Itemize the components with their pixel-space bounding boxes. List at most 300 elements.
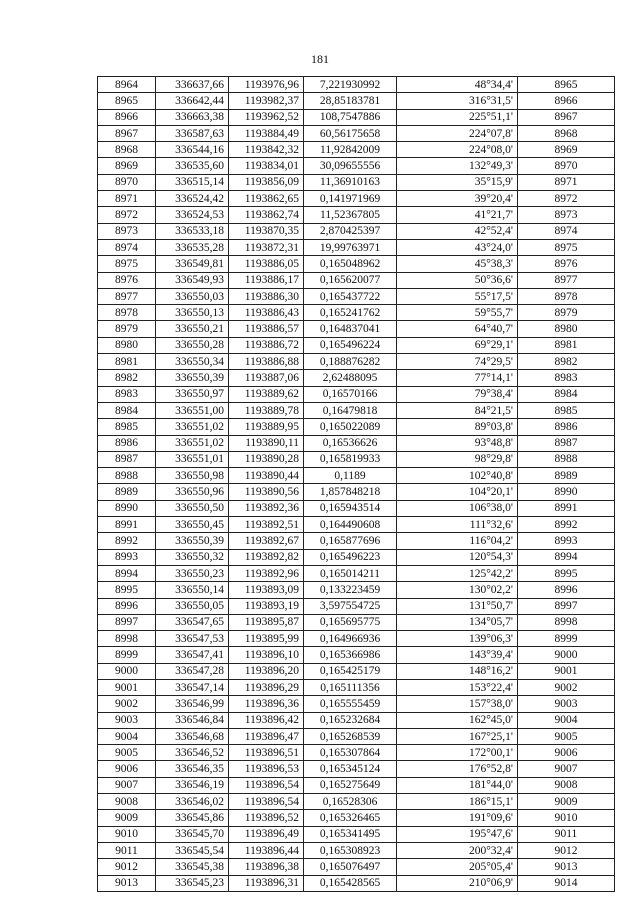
segment-length-cell: 0,165308923 — [304, 842, 397, 858]
direction-angle-cell: 157°38,0' — [397, 696, 518, 712]
table-row — [98, 158, 615, 174]
direction-angle-cell: 35°15,9' — [397, 174, 518, 190]
segment-length-cell: 7,221930992 — [304, 77, 397, 93]
x-coordinate-cell: 336550,03 — [156, 288, 229, 304]
x-coordinate-cell: 336550,97 — [156, 386, 229, 402]
x-coordinate-cell: 336533,18 — [156, 223, 229, 239]
y-coordinate-cell: 1193896,49 — [229, 826, 304, 842]
direction-angle-cell: 98°29,8' — [397, 451, 518, 467]
segment-length-cell: 0,165819933 — [304, 451, 397, 467]
next-point-cell: 9008 — [518, 777, 615, 793]
point-number-cell: 8965 — [98, 93, 156, 109]
segment-length-cell: 0,164966936 — [304, 631, 397, 647]
table-row — [98, 370, 615, 386]
x-coordinate-cell: 336642,44 — [156, 93, 229, 109]
segment-length-cell: 0,165425179 — [304, 663, 397, 679]
segment-length-cell: 19,99763971 — [304, 239, 397, 255]
table-row — [98, 875, 615, 891]
direction-angle-cell: 176°52,8' — [397, 761, 518, 777]
point-number-cell: 8968 — [98, 142, 156, 158]
direction-angle-cell: 106°38,0' — [397, 500, 518, 516]
y-coordinate-cell: 1193896,42 — [229, 712, 304, 728]
next-point-cell: 8969 — [518, 142, 615, 158]
y-coordinate-cell: 1193892,96 — [229, 565, 304, 581]
next-point-cell: 9006 — [518, 745, 615, 761]
segment-length-cell: 0,133223459 — [304, 582, 397, 598]
segment-length-cell: 0,165275649 — [304, 777, 397, 793]
segment-length-cell: 0,188876282 — [304, 354, 397, 370]
y-coordinate-cell: 1193982,37 — [229, 93, 304, 109]
direction-angle-cell: 131°50,7' — [397, 598, 518, 614]
table-row — [98, 142, 615, 158]
y-coordinate-cell: 1193886,88 — [229, 354, 304, 370]
table-row — [98, 647, 615, 663]
y-coordinate-cell: 1193976,96 — [229, 77, 304, 93]
direction-angle-cell: 116°04,2' — [397, 533, 518, 549]
next-point-cell: 8993 — [518, 533, 615, 549]
x-coordinate-cell: 336544,16 — [156, 142, 229, 158]
direction-angle-cell: 45°38,3' — [397, 256, 518, 272]
y-coordinate-cell: 1193889,95 — [229, 419, 304, 435]
segment-length-cell: 0,16570166 — [304, 386, 397, 402]
next-point-cell: 8979 — [518, 305, 615, 321]
segment-length-cell: 0,165695775 — [304, 614, 397, 630]
point-number-cell: 8964 — [98, 77, 156, 93]
next-point-cell: 9004 — [518, 712, 615, 728]
next-point-cell: 9010 — [518, 810, 615, 826]
x-coordinate-cell: 336545,54 — [156, 842, 229, 858]
table-row — [98, 826, 615, 842]
x-coordinate-cell: 336550,39 — [156, 370, 229, 386]
y-coordinate-cell: 1193896,47 — [229, 728, 304, 744]
table-row — [98, 484, 615, 500]
segment-length-cell: 0,165620077 — [304, 272, 397, 288]
table-row — [98, 435, 615, 451]
table-row — [98, 631, 615, 647]
next-point-cell: 8996 — [518, 582, 615, 598]
next-point-cell: 8978 — [518, 288, 615, 304]
segment-length-cell: 60,56175658 — [304, 125, 397, 141]
point-number-cell: 8988 — [98, 468, 156, 484]
point-number-cell: 8972 — [98, 207, 156, 223]
next-point-cell: 9000 — [518, 647, 615, 663]
point-number-cell: 9003 — [98, 712, 156, 728]
next-point-cell: 8977 — [518, 272, 615, 288]
table-row — [98, 386, 615, 402]
segment-length-cell: 0,165366986 — [304, 647, 397, 663]
x-coordinate-cell: 336524,53 — [156, 207, 229, 223]
table-row — [98, 402, 615, 418]
segment-length-cell: 0,16479818 — [304, 402, 397, 418]
point-number-cell: 9001 — [98, 679, 156, 695]
point-number-cell: 8987 — [98, 451, 156, 467]
next-point-cell: 8998 — [518, 614, 615, 630]
table-row — [98, 207, 615, 223]
table-row — [98, 288, 615, 304]
direction-angle-cell: 55°17,5' — [397, 288, 518, 304]
direction-angle-cell: 64°40,7' — [397, 321, 518, 337]
point-number-cell: 9000 — [98, 663, 156, 679]
direction-angle-cell: 210°06,9' — [397, 875, 518, 891]
direction-angle-cell: 93°48,8' — [397, 435, 518, 451]
x-coordinate-cell: 336547,65 — [156, 614, 229, 630]
x-coordinate-cell: 336551,02 — [156, 419, 229, 435]
next-point-cell: 8980 — [518, 321, 615, 337]
x-coordinate-cell: 336550,05 — [156, 598, 229, 614]
point-number-cell: 9012 — [98, 859, 156, 875]
point-number-cell: 8981 — [98, 354, 156, 370]
y-coordinate-cell: 1193892,36 — [229, 500, 304, 516]
y-coordinate-cell: 1193886,72 — [229, 337, 304, 353]
x-coordinate-cell: 336550,14 — [156, 582, 229, 598]
direction-angle-cell: 195°47,6' — [397, 826, 518, 842]
x-coordinate-cell: 336546,35 — [156, 761, 229, 777]
y-coordinate-cell: 1193896,53 — [229, 761, 304, 777]
direction-angle-cell: 89°03,8' — [397, 419, 518, 435]
point-number-cell: 9005 — [98, 745, 156, 761]
next-point-cell: 8990 — [518, 484, 615, 500]
x-coordinate-cell: 336546,84 — [156, 712, 229, 728]
next-point-cell: 8971 — [518, 174, 615, 190]
segment-length-cell: 28,85183781 — [304, 93, 397, 109]
next-point-cell: 9002 — [518, 679, 615, 695]
x-coordinate-cell: 336587,63 — [156, 125, 229, 141]
table-row — [98, 451, 615, 467]
direction-angle-cell: 134°05,7' — [397, 614, 518, 630]
segment-length-cell: 2,870425397 — [304, 223, 397, 239]
direction-angle-cell: 191°09,6' — [397, 810, 518, 826]
x-coordinate-cell: 336549,81 — [156, 256, 229, 272]
y-coordinate-cell: 1193890,44 — [229, 468, 304, 484]
y-coordinate-cell: 1193890,11 — [229, 435, 304, 451]
direction-angle-cell: 205°05,4' — [397, 859, 518, 875]
table-row — [98, 745, 615, 761]
y-coordinate-cell: 1193896,20 — [229, 663, 304, 679]
y-coordinate-cell: 1193896,38 — [229, 859, 304, 875]
next-point-cell: 8967 — [518, 109, 615, 125]
segment-length-cell: 0,165014211 — [304, 565, 397, 581]
direction-angle-cell: 84°21,5' — [397, 402, 518, 418]
x-coordinate-cell: 336550,96 — [156, 484, 229, 500]
x-coordinate-cell: 336546,52 — [156, 745, 229, 761]
point-number-cell: 8974 — [98, 239, 156, 255]
point-number-cell: 9006 — [98, 761, 156, 777]
direction-angle-cell: 225°51,1' — [397, 109, 518, 125]
table-row — [98, 500, 615, 516]
next-point-cell: 9001 — [518, 663, 615, 679]
table-row — [98, 549, 615, 565]
x-coordinate-cell: 336546,68 — [156, 728, 229, 744]
point-number-cell: 8994 — [98, 565, 156, 581]
segment-length-cell: 0,165555459 — [304, 696, 397, 712]
next-point-cell: 8989 — [518, 468, 615, 484]
next-point-cell: 8976 — [518, 256, 615, 272]
y-coordinate-cell: 1193887,06 — [229, 370, 304, 386]
point-number-cell: 8999 — [98, 647, 156, 663]
segment-length-cell: 0,165022089 — [304, 419, 397, 435]
next-point-cell: 8985 — [518, 402, 615, 418]
x-coordinate-cell: 336551,01 — [156, 451, 229, 467]
segment-length-cell: 108,7547886 — [304, 109, 397, 125]
y-coordinate-cell: 1193896,54 — [229, 777, 304, 793]
y-coordinate-cell: 1193889,78 — [229, 402, 304, 418]
table-row — [98, 663, 615, 679]
direction-angle-cell: 148°16,2' — [397, 663, 518, 679]
direction-angle-cell: 79°38,4' — [397, 386, 518, 402]
next-point-cell: 9012 — [518, 842, 615, 858]
y-coordinate-cell: 1193862,65 — [229, 191, 304, 207]
table-row — [98, 533, 615, 549]
x-coordinate-cell: 336545,70 — [156, 826, 229, 842]
next-point-cell: 8999 — [518, 631, 615, 647]
x-coordinate-cell: 336546,19 — [156, 777, 229, 793]
next-point-cell: 8968 — [518, 125, 615, 141]
segment-length-cell: 11,52367805 — [304, 207, 397, 223]
direction-angle-cell: 43°24,0' — [397, 239, 518, 255]
table-row — [98, 794, 615, 810]
segment-length-cell: 0,165877696 — [304, 533, 397, 549]
segment-length-cell: 0,16536626 — [304, 435, 397, 451]
segment-length-cell: 0,164490608 — [304, 517, 397, 533]
x-coordinate-cell: 336547,41 — [156, 647, 229, 663]
point-number-cell: 8980 — [98, 337, 156, 353]
next-point-cell: 8983 — [518, 370, 615, 386]
point-number-cell: 8977 — [98, 288, 156, 304]
direction-angle-cell: 224°08,0' — [397, 142, 518, 158]
x-coordinate-cell: 336549,93 — [156, 272, 229, 288]
direction-angle-cell: 172°00,1' — [397, 745, 518, 761]
point-number-cell: 9013 — [98, 875, 156, 891]
segment-length-cell: 0,16528306 — [304, 794, 397, 810]
y-coordinate-cell: 1193896,52 — [229, 810, 304, 826]
y-coordinate-cell: 1193896,31 — [229, 875, 304, 891]
next-point-cell: 8995 — [518, 565, 615, 581]
y-coordinate-cell: 1193886,17 — [229, 272, 304, 288]
table-row — [98, 256, 615, 272]
y-coordinate-cell: 1193834,01 — [229, 158, 304, 174]
table-row — [98, 810, 615, 826]
x-coordinate-cell: 336545,23 — [156, 875, 229, 891]
point-number-cell: 9007 — [98, 777, 156, 793]
y-coordinate-cell: 1193890,56 — [229, 484, 304, 500]
x-coordinate-cell: 336637,66 — [156, 77, 229, 93]
y-coordinate-cell: 1193962,52 — [229, 109, 304, 125]
point-number-cell: 8966 — [98, 109, 156, 125]
point-number-cell: 8969 — [98, 158, 156, 174]
x-coordinate-cell: 336535,28 — [156, 239, 229, 255]
table-row — [98, 598, 615, 614]
point-number-cell: 9008 — [98, 794, 156, 810]
x-coordinate-cell: 336545,38 — [156, 859, 229, 875]
y-coordinate-cell: 1193896,54 — [229, 794, 304, 810]
next-point-cell: 8982 — [518, 354, 615, 370]
y-coordinate-cell: 1193892,82 — [229, 549, 304, 565]
point-number-cell: 8975 — [98, 256, 156, 272]
table-row — [98, 239, 615, 255]
next-point-cell: 9011 — [518, 826, 615, 842]
direction-angle-cell: 143°39,4' — [397, 647, 518, 663]
segment-length-cell: 0,141971969 — [304, 191, 397, 207]
x-coordinate-cell: 336551,02 — [156, 435, 229, 451]
y-coordinate-cell: 1193889,62 — [229, 386, 304, 402]
segment-length-cell: 1,857848218 — [304, 484, 397, 500]
direction-angle-cell: 104°20,1' — [397, 484, 518, 500]
segment-length-cell: 0,165943514 — [304, 500, 397, 516]
segment-length-cell: 0,165326465 — [304, 810, 397, 826]
direction-angle-cell: 200°32,4' — [397, 842, 518, 858]
next-point-cell: 9003 — [518, 696, 615, 712]
next-point-cell: 8992 — [518, 517, 615, 533]
y-coordinate-cell: 1193886,30 — [229, 288, 304, 304]
y-coordinate-cell: 1193884,49 — [229, 125, 304, 141]
next-point-cell: 9014 — [518, 875, 615, 891]
point-number-cell: 9002 — [98, 696, 156, 712]
y-coordinate-cell: 1193890,28 — [229, 451, 304, 467]
table-row — [98, 468, 615, 484]
next-point-cell: 8991 — [518, 500, 615, 516]
direction-angle-cell: 162°45,0' — [397, 712, 518, 728]
table-row — [98, 859, 615, 875]
x-coordinate-cell: 336546,99 — [156, 696, 229, 712]
x-coordinate-cell: 336550,98 — [156, 468, 229, 484]
segment-length-cell: 0,165268539 — [304, 728, 397, 744]
direction-angle-cell: 50°36,6' — [397, 272, 518, 288]
table-row — [98, 93, 615, 109]
y-coordinate-cell: 1193895,99 — [229, 631, 304, 647]
x-coordinate-cell: 336547,53 — [156, 631, 229, 647]
y-coordinate-cell: 1193862,74 — [229, 207, 304, 223]
next-point-cell: 8997 — [518, 598, 615, 614]
point-number-cell: 9004 — [98, 728, 156, 744]
point-number-cell: 9009 — [98, 810, 156, 826]
segment-length-cell: 0,165428565 — [304, 875, 397, 891]
y-coordinate-cell: 1193893,19 — [229, 598, 304, 614]
y-coordinate-cell: 1193856,09 — [229, 174, 304, 190]
table-row — [98, 419, 615, 435]
direction-angle-cell: 41°21,7' — [397, 207, 518, 223]
point-number-cell: 8995 — [98, 582, 156, 598]
x-coordinate-cell: 336515,14 — [156, 174, 229, 190]
y-coordinate-cell: 1193892,51 — [229, 517, 304, 533]
direction-angle-cell: 125°42,2' — [397, 565, 518, 581]
y-coordinate-cell: 1193895,87 — [229, 614, 304, 630]
next-point-cell: 8984 — [518, 386, 615, 402]
y-coordinate-cell: 1193870,35 — [229, 223, 304, 239]
direction-angle-cell: 181°44,0' — [397, 777, 518, 793]
x-coordinate-cell: 336550,23 — [156, 565, 229, 581]
x-coordinate-cell: 336550,50 — [156, 500, 229, 516]
point-number-cell: 8998 — [98, 631, 156, 647]
table-row — [98, 321, 615, 337]
table-row — [98, 565, 615, 581]
next-point-cell: 8965 — [518, 77, 615, 93]
coordinates-table — [97, 76, 615, 892]
next-point-cell: 8970 — [518, 158, 615, 174]
point-number-cell: 9010 — [98, 826, 156, 842]
point-number-cell: 8970 — [98, 174, 156, 190]
y-coordinate-cell: 1193842,32 — [229, 142, 304, 158]
x-coordinate-cell: 336550,13 — [156, 305, 229, 321]
x-coordinate-cell: 336550,39 — [156, 533, 229, 549]
direction-angle-cell: 130°02,2' — [397, 582, 518, 598]
table-row — [98, 223, 615, 239]
point-number-cell: 8982 — [98, 370, 156, 386]
segment-length-cell: 0,165496223 — [304, 549, 397, 565]
y-coordinate-cell: 1193896,44 — [229, 842, 304, 858]
point-number-cell: 8993 — [98, 549, 156, 565]
next-point-cell: 9013 — [518, 859, 615, 875]
next-point-cell: 9009 — [518, 794, 615, 810]
point-number-cell: 8990 — [98, 500, 156, 516]
x-coordinate-cell: 336550,45 — [156, 517, 229, 533]
y-coordinate-cell: 1193896,10 — [229, 647, 304, 663]
direction-angle-cell: 132°49,3' — [397, 158, 518, 174]
x-coordinate-cell: 336551,00 — [156, 402, 229, 418]
point-number-cell: 8967 — [98, 125, 156, 141]
y-coordinate-cell: 1193893,09 — [229, 582, 304, 598]
direction-angle-cell: 74°29,5' — [397, 354, 518, 370]
x-coordinate-cell: 336550,34 — [156, 354, 229, 370]
table-row — [98, 191, 615, 207]
next-point-cell: 9007 — [518, 761, 615, 777]
direction-angle-cell: 42°52,4' — [397, 223, 518, 239]
x-coordinate-cell: 336547,28 — [156, 663, 229, 679]
point-number-cell: 8983 — [98, 386, 156, 402]
table-row — [98, 582, 615, 598]
next-point-cell: 8973 — [518, 207, 615, 223]
y-coordinate-cell: 1193886,05 — [229, 256, 304, 272]
next-point-cell: 8994 — [518, 549, 615, 565]
point-number-cell: 8996 — [98, 598, 156, 614]
direction-angle-cell: 224°07,8' — [397, 125, 518, 141]
point-number-cell: 8978 — [98, 305, 156, 321]
direction-angle-cell: 59°55,7' — [397, 305, 518, 321]
direction-angle-cell: 120°54,3' — [397, 549, 518, 565]
direction-angle-cell: 48°34,4' — [397, 77, 518, 93]
point-number-cell: 8986 — [98, 435, 156, 451]
table-row — [98, 728, 615, 744]
point-number-cell: 8984 — [98, 402, 156, 418]
x-coordinate-cell: 336547,14 — [156, 679, 229, 695]
direction-angle-cell: 186°15,1' — [397, 794, 518, 810]
direction-angle-cell: 39°20,4' — [397, 191, 518, 207]
segment-length-cell: 0,164837041 — [304, 321, 397, 337]
x-coordinate-cell: 336550,21 — [156, 321, 229, 337]
direction-angle-cell: 139°06,3' — [397, 631, 518, 647]
next-point-cell: 9005 — [518, 728, 615, 744]
x-coordinate-cell: 336545,86 — [156, 810, 229, 826]
next-point-cell: 8986 — [518, 419, 615, 435]
x-coordinate-cell: 336546,02 — [156, 794, 229, 810]
segment-length-cell: 30,09655556 — [304, 158, 397, 174]
coordinates-table-body — [98, 77, 615, 892]
table-row — [98, 272, 615, 288]
table-row — [98, 679, 615, 695]
segment-length-cell: 0,165341495 — [304, 826, 397, 842]
segment-length-cell: 0,165076497 — [304, 859, 397, 875]
table-row — [98, 712, 615, 728]
segment-length-cell: 3,597554725 — [304, 598, 397, 614]
segment-length-cell: 0,165496224 — [304, 337, 397, 353]
direction-angle-cell: 316°31,5' — [397, 93, 518, 109]
point-number-cell: 8992 — [98, 533, 156, 549]
direction-angle-cell: 111°32,6' — [397, 517, 518, 533]
x-coordinate-cell: 336550,28 — [156, 337, 229, 353]
segment-length-cell: 0,165111356 — [304, 679, 397, 695]
y-coordinate-cell: 1193886,57 — [229, 321, 304, 337]
segment-length-cell: 0,165048962 — [304, 256, 397, 272]
y-coordinate-cell: 1193886,43 — [229, 305, 304, 321]
